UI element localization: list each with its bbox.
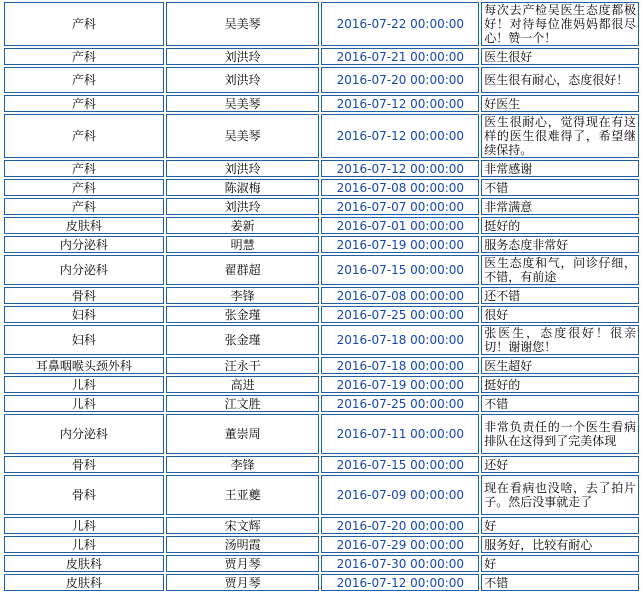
department-cell: 儿科 [4, 517, 164, 534]
doctor-name-cell: 翟群超 [166, 255, 320, 285]
review-comment-cell: 每次去产检吴医生态度都极好！对待每位准妈妈都很尽心！赞一个！ [481, 2, 639, 46]
review-comment-cell: 好医生 [481, 95, 639, 112]
department-cell: 骨科 [4, 287, 164, 304]
department-cell: 产科 [4, 67, 164, 93]
review-time-cell: 2016-07-22 00:00:00 [321, 2, 479, 46]
doctor-name-cell: 张金瑾 [166, 306, 320, 323]
doctor-name-cell: 宋文辉 [166, 517, 320, 534]
review-time-cell: 2016-07-20 00:00:00 [321, 517, 479, 534]
review-comment-cell: 还不错 [481, 287, 639, 304]
review-comment-cell: 不错 [481, 395, 639, 412]
table-row [4, 198, 639, 215]
review-comment-cell: 医生很好 [481, 48, 639, 65]
review-time-cell: 2016-07-29 00:00:00 [321, 536, 479, 553]
doctor-name-cell: 姜新 [166, 217, 320, 234]
review-time-cell: 2016-07-08 00:00:00 [321, 287, 479, 304]
review-time-cell: 2016-07-12 00:00:00 [321, 160, 479, 177]
table-row [4, 555, 639, 572]
doctor-name-cell: 高进 [166, 376, 320, 393]
table-row [4, 357, 639, 374]
review-time-cell: 2016-07-25 00:00:00 [321, 306, 479, 323]
review-time-cell: 2016-07-11 00:00:00 [321, 414, 479, 454]
doctor-name-cell: 江文胜 [166, 395, 320, 412]
review-comment-cell: 服务好，比较有耐心 [481, 536, 639, 553]
table-row [4, 160, 639, 177]
review-comment-cell: 好 [481, 555, 639, 572]
review-time-cell: 2016-07-08 00:00:00 [321, 179, 479, 196]
review-time-cell: 2016-07-19 00:00:00 [321, 376, 479, 393]
doctor-name-cell: 王亚夔 [166, 475, 320, 515]
table-row [4, 217, 639, 234]
review-time-cell: 2016-07-07 00:00:00 [321, 198, 479, 215]
doctor-name-cell: 贾月琴 [166, 574, 320, 591]
review-time-cell: 2016-07-25 00:00:00 [321, 395, 479, 412]
review-comment-cell: 医生超好 [481, 357, 639, 374]
department-cell: 妇科 [4, 325, 164, 355]
review-time-cell: 2016-07-12 00:00:00 [321, 114, 479, 158]
review-time-cell: 2016-07-15 00:00:00 [321, 456, 479, 473]
department-cell: 骨科 [4, 475, 164, 515]
table-row [4, 475, 639, 515]
review-comment-cell: 挺好的 [481, 376, 639, 393]
review-time-cell: 2016-07-12 00:00:00 [321, 574, 479, 591]
table-row [4, 536, 639, 553]
doctor-name-cell: 李锋 [166, 287, 320, 304]
doctor-name-cell: 贾月琴 [166, 555, 320, 572]
doctor-name-cell: 刘洪玲 [166, 48, 320, 65]
review-comment-cell: 很好 [481, 306, 639, 323]
table-row [4, 2, 639, 46]
review-time-cell: 2016-07-15 00:00:00 [321, 255, 479, 285]
review-time-cell: 2016-07-18 00:00:00 [321, 325, 479, 355]
table-row [4, 236, 639, 253]
department-cell: 儿科 [4, 395, 164, 412]
review-time-cell: 2016-07-30 00:00:00 [321, 555, 479, 572]
doctor-name-cell: 吴美琴 [166, 2, 320, 46]
department-cell: 妇科 [4, 306, 164, 323]
review-comment-cell: 张医生，态度很好！很亲切！谢谢您！ [481, 325, 639, 355]
table-row [4, 574, 639, 591]
review-comment-cell: 还好 [481, 456, 639, 473]
doctor-name-cell: 董崇周 [166, 414, 320, 454]
table-row [4, 179, 639, 196]
doctor-name-cell: 汪永干 [166, 357, 320, 374]
review-comment-cell: 不错 [481, 574, 639, 591]
department-cell: 产科 [4, 48, 164, 65]
table-row [4, 325, 639, 355]
review-comment-cell: 医生态度和气，问诊仔细，不错，有前途 [481, 255, 639, 285]
table-row [4, 517, 639, 534]
department-cell: 皮肤科 [4, 555, 164, 572]
table-row [4, 414, 639, 454]
table-row [4, 306, 639, 323]
review-time-cell: 2016-07-21 00:00:00 [321, 48, 479, 65]
review-comment-cell: 服务态度非常好 [481, 236, 639, 253]
table-row [4, 376, 639, 393]
review-comment-cell: 现在看病也没啥，去了拍片子。然后没事就走了 [481, 475, 639, 515]
doctor-name-cell: 陈淑梅 [166, 179, 320, 196]
review-time-cell: 2016-07-12 00:00:00 [321, 95, 479, 112]
review-comment-cell: 挺好的 [481, 217, 639, 234]
department-cell: 内分泌科 [4, 255, 164, 285]
department-cell: 骨科 [4, 456, 164, 473]
department-cell: 产科 [4, 198, 164, 215]
doctor-name-cell: 吴美琴 [166, 114, 320, 158]
review-comment-cell: 好 [481, 517, 639, 534]
review-comment-cell: 不错 [481, 179, 639, 196]
department-cell: 内分泌科 [4, 236, 164, 253]
review-time-cell: 2016-07-20 00:00:00 [321, 67, 479, 93]
department-cell: 产科 [4, 2, 164, 46]
department-cell: 产科 [4, 160, 164, 177]
doctor-name-cell: 刘洪玲 [166, 67, 320, 93]
review-time-cell: 2016-07-18 00:00:00 [321, 357, 479, 374]
review-comment-cell: 非常负责任的一个医生看病排队在这得到了完美体现 [481, 414, 639, 454]
review-comment-cell: 医生很耐心，觉得现在有这样的医生很难得了，希望继续保持。 [481, 114, 639, 158]
department-cell: 耳鼻咽喉头颈外科 [4, 357, 164, 374]
doctor-name-cell: 明慧 [166, 236, 320, 253]
doctor-name-cell: 李锋 [166, 456, 320, 473]
doctor-name-cell: 汤明霞 [166, 536, 320, 553]
review-time-cell: 2016-07-19 00:00:00 [321, 236, 479, 253]
department-cell: 产科 [4, 114, 164, 158]
table-row [4, 287, 639, 304]
doctor-name-cell: 刘洪玲 [166, 160, 320, 177]
review-comment-cell: 非常满意 [481, 198, 639, 215]
table-row [4, 67, 639, 93]
review-table [2, 0, 641, 593]
doctor-name-cell: 张金瑾 [166, 325, 320, 355]
department-cell: 产科 [4, 95, 164, 112]
table-row [4, 114, 639, 158]
table-row [4, 456, 639, 473]
table-row [4, 255, 639, 285]
doctor-name-cell: 吴美琴 [166, 95, 320, 112]
review-comment-cell: 非常感谢 [481, 160, 639, 177]
review-time-cell: 2016-07-09 00:00:00 [321, 475, 479, 515]
department-cell: 内分泌科 [4, 414, 164, 454]
department-cell: 产科 [4, 179, 164, 196]
table-row [4, 48, 639, 65]
review-table-body [4, 2, 639, 591]
table-row [4, 95, 639, 112]
table-row [4, 395, 639, 412]
doctor-name-cell: 刘洪玲 [166, 198, 320, 215]
review-table-container [2, 0, 641, 593]
review-comment-cell: 医生很有耐心，态度很好！ [481, 67, 639, 93]
department-cell: 皮肤科 [4, 217, 164, 234]
review-time-cell: 2016-07-01 00:00:00 [321, 217, 479, 234]
department-cell: 儿科 [4, 536, 164, 553]
department-cell: 儿科 [4, 376, 164, 393]
department-cell: 皮肤科 [4, 574, 164, 591]
